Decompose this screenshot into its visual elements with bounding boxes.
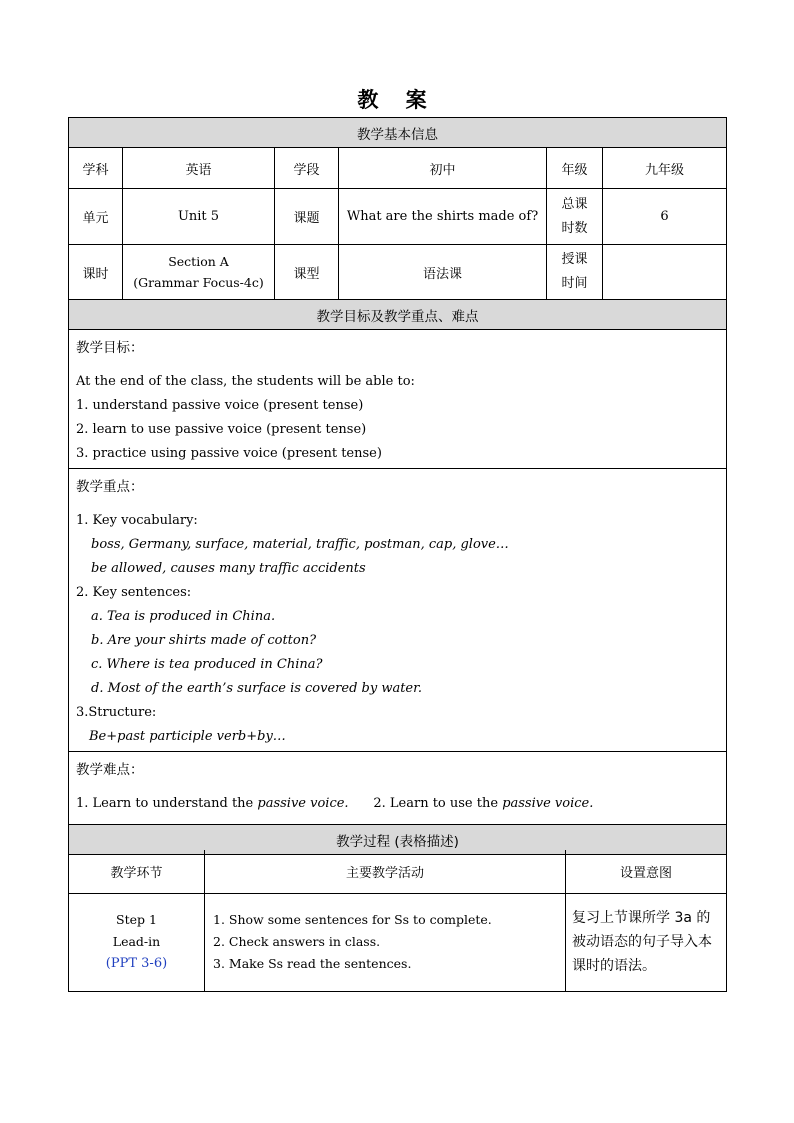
period-focus: (Grammar Focus-4c) (133, 275, 264, 290)
period-label: 课时 (69, 245, 123, 300)
step-number: Step 1 (116, 912, 157, 927)
process-header-stage: 教学环节 (69, 850, 205, 893)
difficulty-1-text: 1. Learn to understand the (76, 796, 258, 811)
goals-label: 教学目标： (76, 340, 144, 356)
activity-item: 2. Check answers in class. (213, 934, 381, 949)
process-table (68, 850, 727, 992)
topic-value: What are the shirts made of? (339, 189, 547, 245)
type-value: 语法课 (339, 245, 547, 300)
key-points-label: 教学重点： (76, 479, 144, 495)
teaching-goals (69, 330, 727, 469)
goals-line: 1. understand passive voice (present tense) (76, 398, 364, 413)
difficulties-label: 教学难点： (76, 762, 144, 778)
grade-value: 九年级 (603, 148, 727, 189)
difficulties (69, 752, 727, 825)
goals-line: 3. practice using passive voice (present tense) (76, 446, 382, 461)
lesson-plan-table (68, 117, 727, 855)
process-header-activities: 主要教学活动 (205, 850, 566, 893)
step-name: Lead-in (112, 934, 161, 949)
goals-line: 2. learn to use passive voice (present tense) (76, 422, 367, 437)
grade-label: 年级 (547, 148, 603, 189)
period-section: Section A (168, 254, 229, 269)
section-header-basic-info: 教学基本信息 (69, 118, 727, 148)
key-vocabulary-title: 1. Key vocabulary: (76, 513, 198, 528)
structure-title: 3.Structure: (76, 705, 157, 720)
key-sentence: d. Most of the earth’s surface is covered by water. (91, 681, 423, 696)
step-ppt-reference: (PPT 3-6) (105, 956, 168, 971)
difficulty-2-text: 2. Learn to use the (373, 796, 503, 811)
teaching-time-label-line-1: 授课 (561, 252, 588, 267)
key-vocabulary-words: boss, Germany, surface, material, traffic, postman, cap, glove… (91, 537, 509, 552)
key-points (69, 469, 727, 752)
total-hours-label (547, 189, 603, 245)
teaching-time-value (603, 245, 727, 300)
difficulty-1-term: passive voice. (257, 796, 349, 811)
teaching-time-label-line-2: 时间 (561, 276, 588, 291)
stage-value: 初中 (339, 148, 547, 189)
teaching-time-label (547, 245, 603, 300)
key-sentence: b. Are your shirts made of cotton? (91, 633, 317, 648)
key-sentences-title: 2. Key sentences: (76, 585, 192, 600)
structure-formula: Be+past participle verb+by… (89, 729, 286, 744)
total-hours-value: 6 (603, 189, 727, 245)
period-value (123, 245, 275, 300)
total-hours-label-line-2: 时数 (561, 220, 588, 236)
subject-value: 英语 (123, 148, 275, 189)
stage-label: 学段 (275, 148, 339, 189)
difficulties-items (76, 792, 719, 816)
activity-item: 1. Show some sentences for Ss to complete. (213, 912, 492, 927)
topic-label: 课题 (275, 189, 339, 245)
unit-label: 单元 (69, 189, 123, 245)
difficulty-2-term: passive voice. (502, 796, 594, 811)
key-sentence: c. Where is tea produced in China? (91, 657, 323, 672)
type-label: 课型 (275, 245, 339, 300)
unit-value: Unit 5 (123, 189, 275, 245)
activities-cell (205, 893, 566, 991)
section-header-process: 教学过程 (表格描述) (69, 825, 727, 855)
process-header-intent: 设置意图 (566, 850, 727, 893)
section-header-goals: 教学目标及教学重点、难点 (69, 300, 727, 330)
activity-item: 3. Make Ss read the sentences. (213, 956, 412, 971)
intent-cell: 复习上节课所学 3a 的被动语态的句子导入本课时的语法。 (566, 893, 727, 991)
subject-label: 学科 (69, 148, 123, 189)
key-vocabulary-phrases: be allowed, causes many traffic accidents (91, 561, 366, 576)
total-hours-label-line-1: 总课 (561, 196, 588, 212)
goals-line: At the end of the class, the students will be able to: (76, 374, 415, 389)
step-cell (69, 893, 205, 991)
key-sentence: a. Tea is produced in China. (91, 609, 276, 624)
page-title: 教 案 (357, 88, 437, 112)
